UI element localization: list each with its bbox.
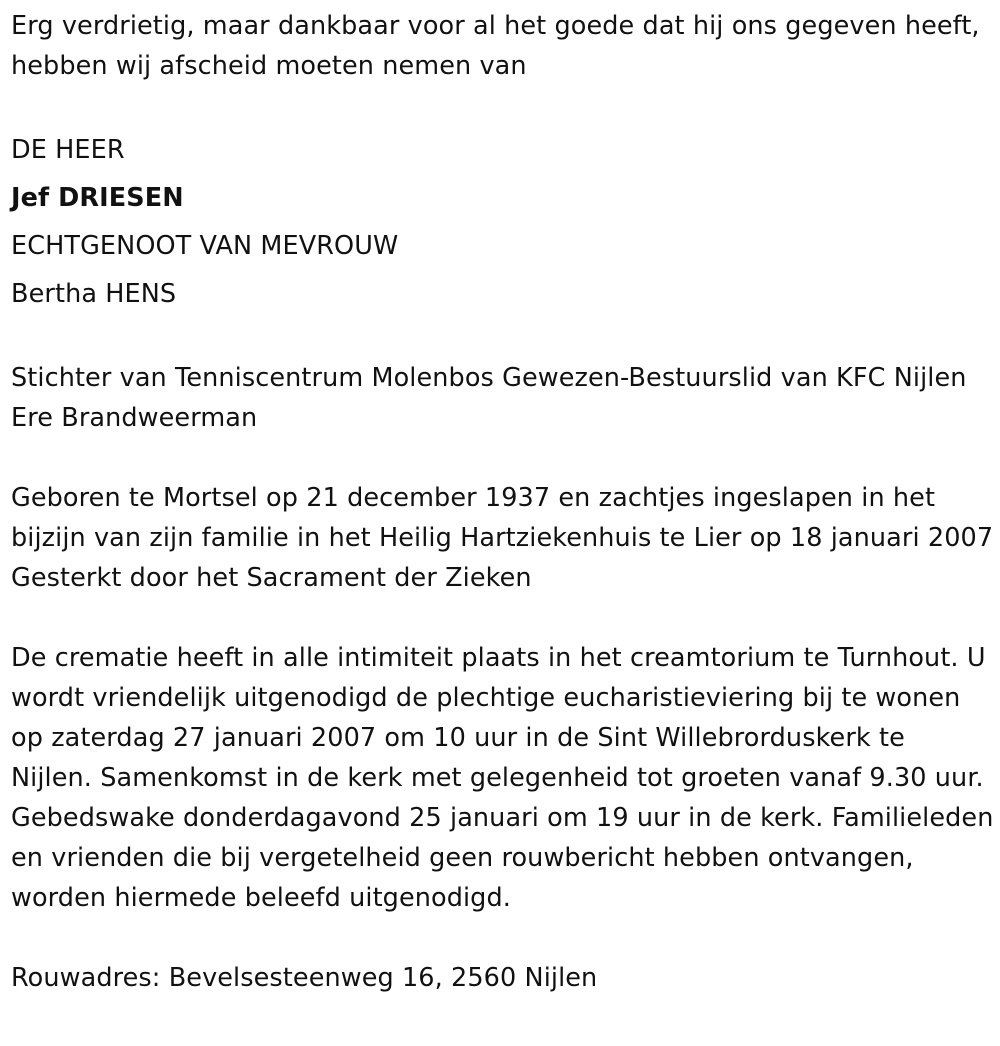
- spouse-label: ECHTGENOOT VAN MEVROUW: [11, 231, 399, 261]
- title-prefix: DE HEER: [11, 135, 125, 165]
- birth-death-paragraph: Geboren te Mortsel op 21 december 1937 en zachtjes ingeslapen in het bijzijn van zijn familie in het Heilig Hartziekenhuis te Lier op 18 januari 2007 Gesterkt door het Sacrament der Zieken: [11, 483, 994, 593]
- roles-paragraph: Stichter van Tenniscentrum Molenbos Gewezen-Bestuurslid van KFC Nijlen Ere Brandweerman: [11, 363, 967, 433]
- spacer: [11, 318, 994, 358]
- spouse-name: Bertha HENS: [11, 279, 177, 309]
- intro-paragraph: Erg verdrietig, maar dankbaar voor al het goede dat hij ons gegeven heeft, hebben wij afscheid moeten nemen van: [11, 11, 980, 81]
- spacer: [11, 918, 994, 958]
- deceased-name: Jef DRIESEN: [11, 183, 184, 213]
- address-line: Rouwadres: Bevelsesteenweg 16, 2560 Nijlen: [11, 963, 598, 993]
- spacer: [11, 86, 994, 126]
- ceremony-paragraph: De crematie heeft in alle intimiteit plaats in het creamtorium te Turnhout. U wordt vriendelijk uitgenodigd de plechtige eucharistieviering bij te wonen op zaterdag 27 januari 2007 om 10 uur in de Sint Willebrorduskerk te Nijlen. Samenkomst in de kerk met gelegenheid tot groeten vanaf 9.30 uur. Gebedswake donderdagavond 25 januari om 19 uur in de kerk. Familieleden en vrienden die bij vergetelheid geen rouwbericht hebben ontvangen, worden hiermede beleefd uitgenodigd.: [11, 643, 994, 913]
- spacer: [11, 598, 994, 638]
- spacer: [11, 438, 994, 478]
